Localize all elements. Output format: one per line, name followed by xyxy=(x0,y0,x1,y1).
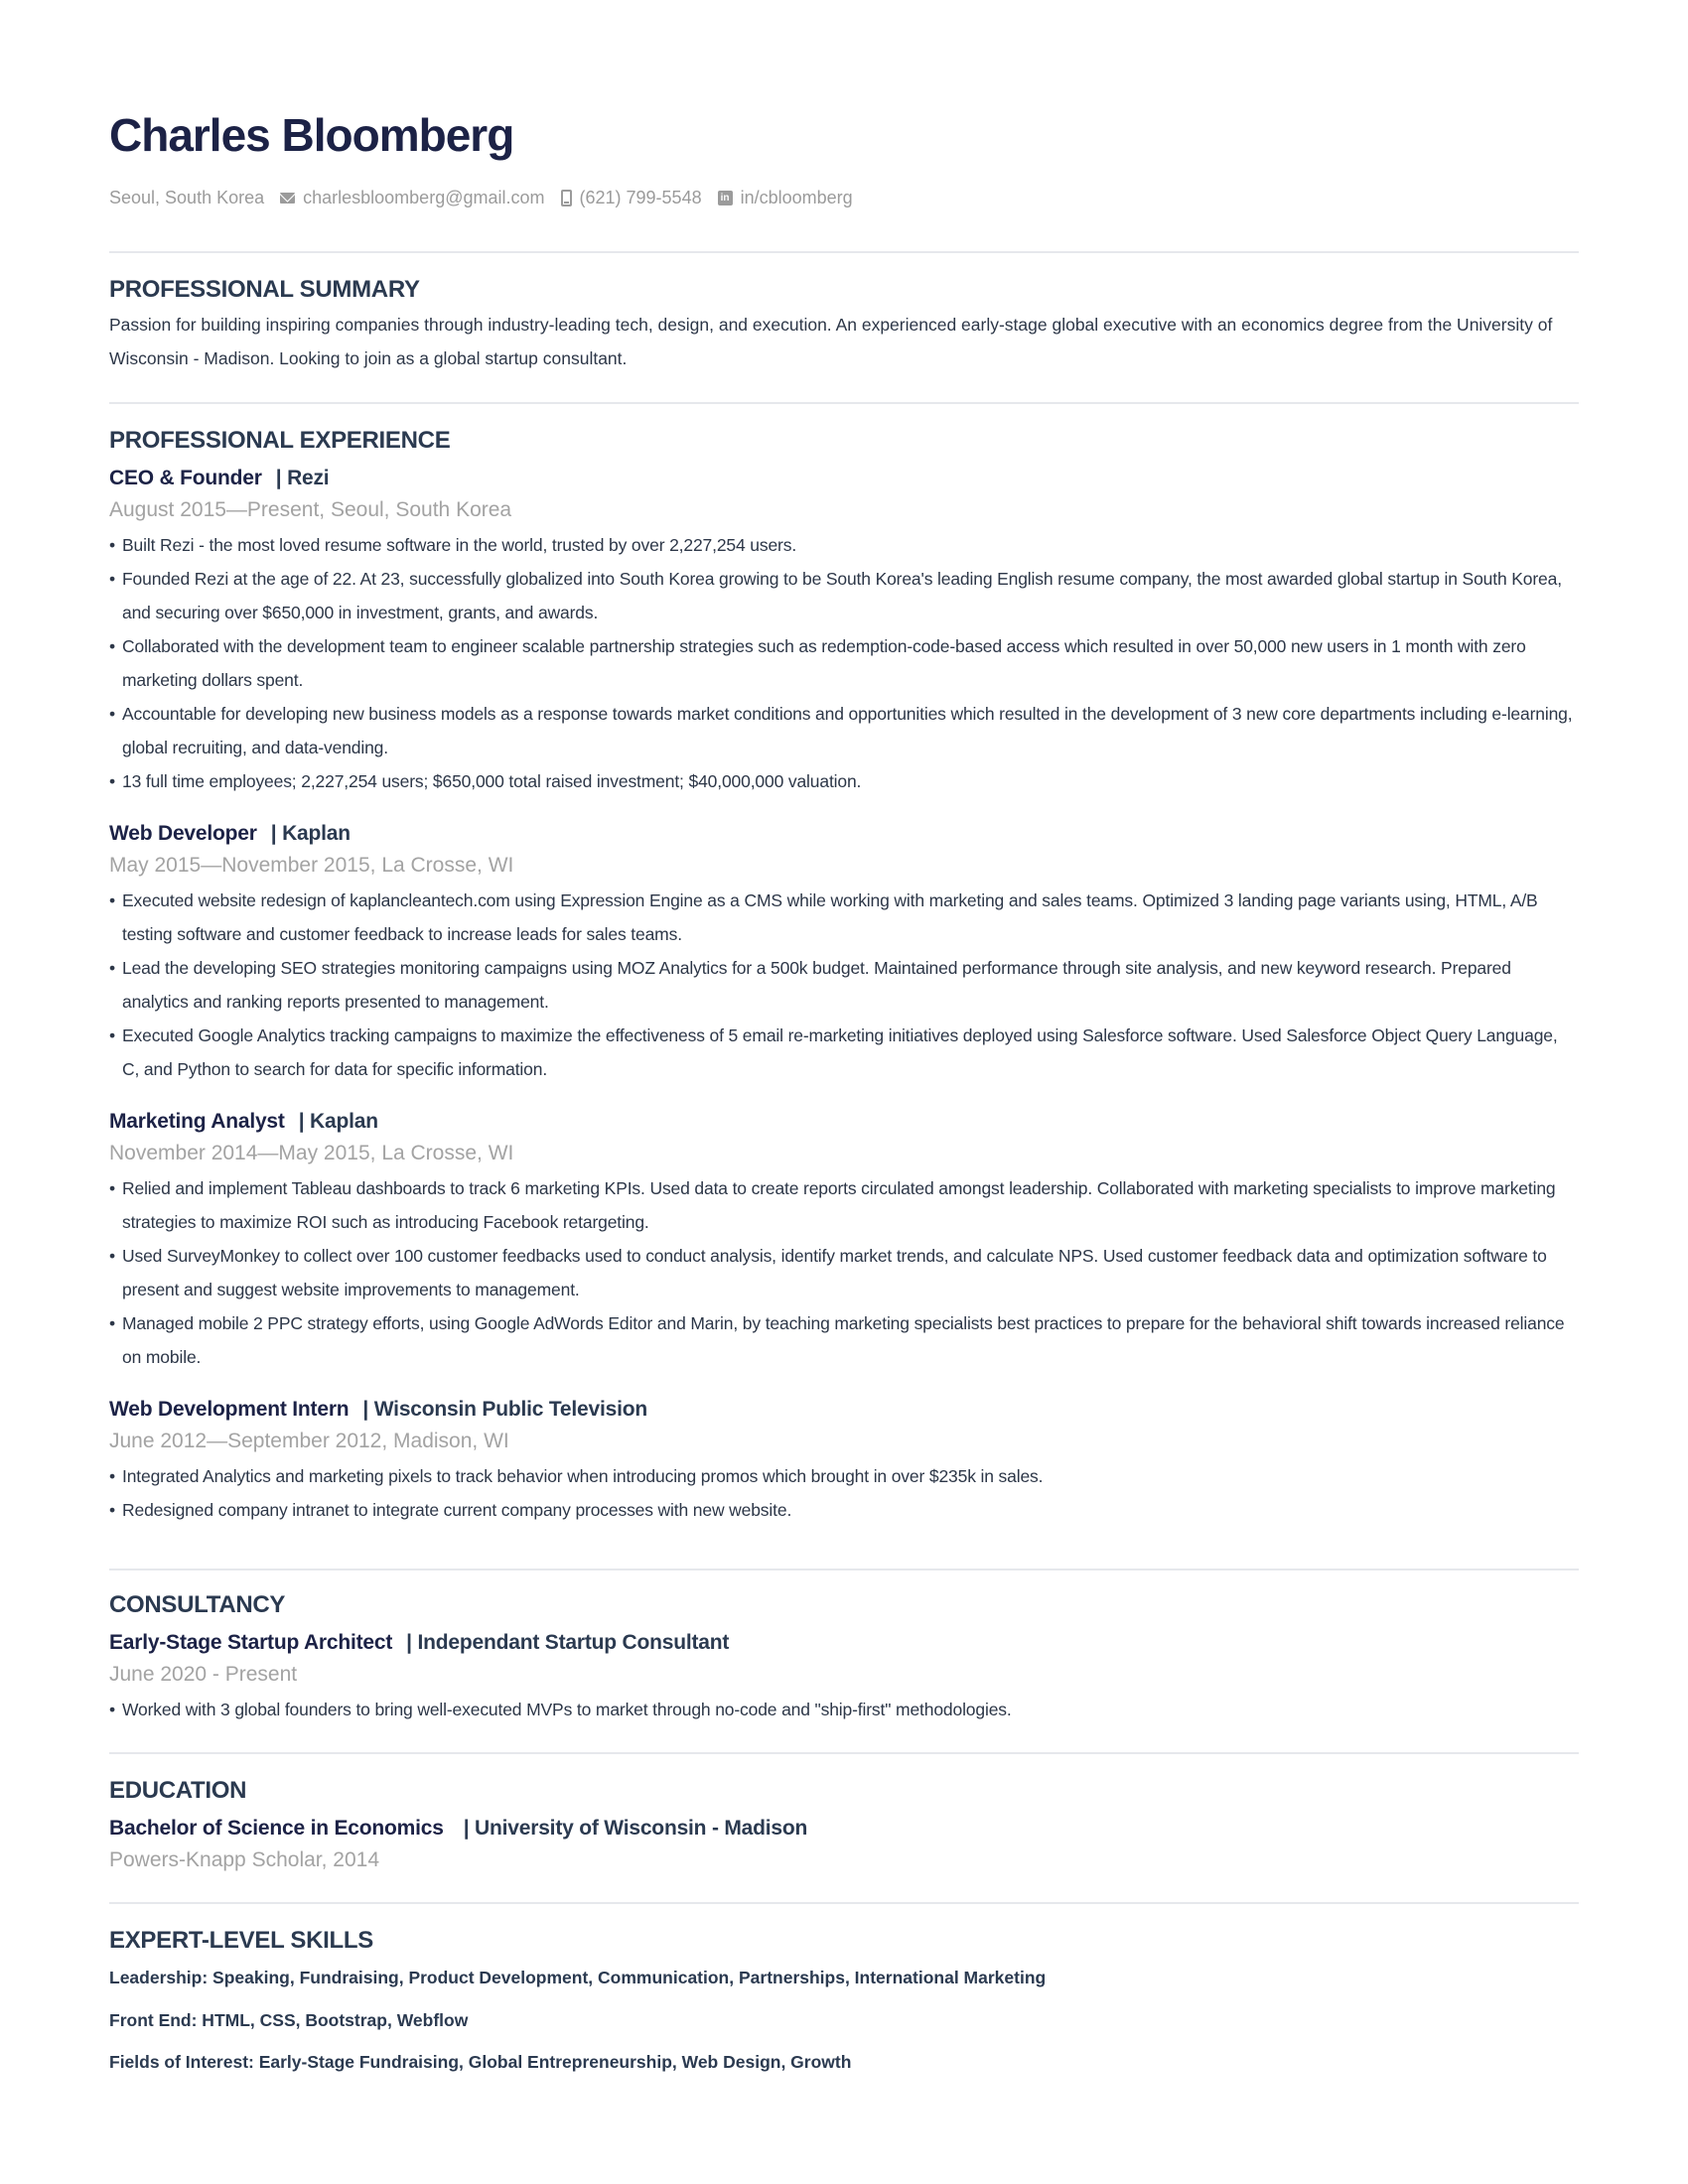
bullet-item: • Worked with 3 global founders to bring well-executed MVPs to market through no-code and "ship-first" methodologies. xyxy=(109,1693,1579,1726)
job-dates-location: May 2015—November 2015, La Crosse, WI xyxy=(109,854,514,877)
skills-section xyxy=(109,1925,1579,2073)
bullet-item: • Integrated Analytics and marketing pixels to track behavior when introducing promos which brought in over $235k in sales. xyxy=(109,1459,1579,1493)
job-entry xyxy=(109,818,1579,1086)
bullet-item: • 13 full time employees; 2,227,254 users; $650,000 total raised investment; $40,000,000 valuation. xyxy=(109,764,1579,798)
job-bullets xyxy=(109,1459,1579,1527)
mail-icon xyxy=(280,193,295,204)
education-entry xyxy=(109,1813,1579,1876)
separator: | xyxy=(270,822,277,845)
job-title-line xyxy=(109,463,1579,494)
job-dates-location: August 2015—Present, Seoul, South Korea xyxy=(109,498,512,521)
job-entry xyxy=(109,463,1579,798)
consultancy-company: Independant Startup Consultant xyxy=(417,1631,730,1654)
job-bullets xyxy=(109,1171,1579,1374)
bullet-item: • Relied and implement Tableau dashboards to track 6 marketing KPIs. Used data to create reports circulated amongst leadership. Collaborated with marketing specialists to improve marketing strategies to maximize ROI such as introducing Facebook retargeting. xyxy=(109,1171,1579,1239)
job-title-line xyxy=(109,1106,1579,1138)
job-title: CEO & Founder xyxy=(109,467,262,489)
separator: | xyxy=(406,1631,412,1654)
consultancy-dates: June 2020 - Present xyxy=(109,1663,298,1686)
consultancy-entry xyxy=(109,1627,1579,1726)
summary-text: Passion for building inspiring companies through industry-leading tech, design, and execution. An experienced early-stage global executive with an economics degree from the University of Wisconsin - Madison. Looking to join as a global startup consultant. xyxy=(109,315,1553,368)
summary-heading: PROFESSIONAL SUMMARY xyxy=(109,276,420,303)
bullet-item: • Collaborated with the development team to engineer scalable partnership strategies such as redemption-code-based access which resulted in over 50,000 new users in 1 month with zero marketing dollars spent. xyxy=(109,629,1579,697)
bullet-item: • Built Rezi - the most loved resume software in the world, trusted by over 2,227,254 users. xyxy=(109,528,1579,562)
consultancy-heading: CONSULTANCY xyxy=(109,1591,286,1618)
contact-linkedin[interactable] xyxy=(718,185,853,210)
email-text[interactable]: charlesbloomberg@gmail.com xyxy=(303,188,545,207)
summary-section xyxy=(109,274,1579,375)
skill-line-front-end: Front End: HTML, CSS, Bootstrap, Webflow xyxy=(109,2010,469,2030)
education-school: University of Wisconsin - Madison xyxy=(475,1817,808,1840)
education-degree: Bachelor of Science in Economics xyxy=(109,1817,444,1840)
divider xyxy=(109,1902,1579,1904)
candidate-name: Charles Bloomberg xyxy=(109,109,514,161)
bullet-item: • Founded Rezi at the age of 22. At 23, successfully globalized into South Korea growing to be South Korea's leading English resume company, the most awarded global startup in South Korea, and securing over $650,000 in investment, grants, and awards. xyxy=(109,562,1579,629)
job-entry xyxy=(109,1394,1579,1527)
job-bullets xyxy=(109,528,1579,798)
experience-heading: PROFESSIONAL EXPERIENCE xyxy=(109,427,451,454)
job-title: Web Development Intern xyxy=(109,1398,350,1421)
job-bullets xyxy=(109,884,1579,1086)
job-title-line xyxy=(109,1394,1579,1426)
skill-line-leadership: Leadership: Speaking, Fundraising, Product Development, Communication, Partnerships, International Marketing xyxy=(109,1968,1047,1987)
job-title: Web Developer xyxy=(109,822,257,845)
linkedin-icon: in xyxy=(718,191,733,205)
contact-email[interactable] xyxy=(280,185,544,210)
bullet-item: • Managed mobile 2 PPC strategy efforts, using Google AdWords Editor and Marin, by teaching marketing specialists best practices to prepare for the behavioral shift towards increased reliance on mobile. xyxy=(109,1306,1579,1374)
phone-icon xyxy=(561,190,572,206)
job-title: Marketing Analyst xyxy=(109,1110,285,1133)
consultancy-section xyxy=(109,1589,1579,1726)
consultancy-title-line xyxy=(109,1627,1579,1659)
bullet-item: • Executed website redesign of kaplancleantech.com using Expression Engine as a CMS while working with marketing and sales teams. Optimized 3 landing page variants using, HTML, A/B testing software and customer feedback to increase leads for sales teams. xyxy=(109,884,1579,951)
skill-line-interests: Fields of Interest: Early-Stage Fundraising, Global Entrepreneurship, Web Design, Growth xyxy=(109,2052,852,2072)
contact-info xyxy=(109,185,869,210)
job-company: Kaplan xyxy=(310,1110,378,1133)
education-heading: EDUCATION xyxy=(109,1777,247,1804)
education-details: Powers-Knapp Scholar, 2014 xyxy=(109,1848,380,1871)
contact-phone[interactable] xyxy=(561,185,702,210)
separator: | xyxy=(362,1398,369,1421)
contact-location xyxy=(109,185,264,210)
divider xyxy=(109,251,1579,253)
divider xyxy=(109,1569,1579,1570)
consultancy-bullets xyxy=(109,1693,1579,1726)
job-title-line xyxy=(109,818,1579,850)
job-dates-location: November 2014—May 2015, La Crosse, WI xyxy=(109,1142,514,1164)
job-dates-location: June 2012—September 2012, Madison, WI xyxy=(109,1430,509,1452)
job-company: Rezi xyxy=(287,467,330,489)
bullet-item: • Accountable for developing new business models as a response towards market conditions and opportunities which resulted in the development of 3 new core departments including e-learning, global recruiting, and data-vending. xyxy=(109,697,1579,764)
separator: | xyxy=(275,467,282,489)
phone-text[interactable]: (621) 799-5548 xyxy=(579,188,702,207)
bullet-item: • Redesigned company intranet to integrate current company processes with new website. xyxy=(109,1493,1579,1527)
education-title-line xyxy=(109,1813,1579,1844)
linkedin-text[interactable]: in/cbloomberg xyxy=(740,188,853,207)
job-company: Kaplan xyxy=(282,822,351,845)
divider xyxy=(109,402,1579,404)
job-company: Wisconsin Public Television xyxy=(373,1398,647,1421)
divider xyxy=(109,1752,1579,1754)
experience-section xyxy=(109,425,1579,1527)
consultancy-role: Early-Stage Startup Architect xyxy=(109,1631,393,1654)
bullet-item: • Used SurveyMonkey to collect over 100 customer feedbacks used to conduct analysis, identify market trends, and calculate NPS. Used customer feedback data and optimization software to present and suggest website improvements to management. xyxy=(109,1239,1579,1306)
separator: | xyxy=(463,1817,470,1840)
education-section xyxy=(109,1775,1579,1876)
bullet-item: • Lead the developing SEO strategies monitoring campaigns using MOZ Analytics for a 500k budget. Maintained performance through site analysis, and new keyword research. Prepared analytics and ranking reports presented to management. xyxy=(109,951,1579,1019)
bullet-item: • Executed Google Analytics tracking campaigns to maximize the effectiveness of 5 email re-marketing initiatives deployed using Salesforce software. Used Salesforce Object Query Language, C, and Python to search for data for specific information. xyxy=(109,1019,1579,1086)
location-text: Seoul, South Korea xyxy=(109,188,265,207)
skills-heading: EXPERT-LEVEL SKILLS xyxy=(109,1927,373,1954)
separator: | xyxy=(298,1110,305,1133)
job-entry xyxy=(109,1106,1579,1374)
